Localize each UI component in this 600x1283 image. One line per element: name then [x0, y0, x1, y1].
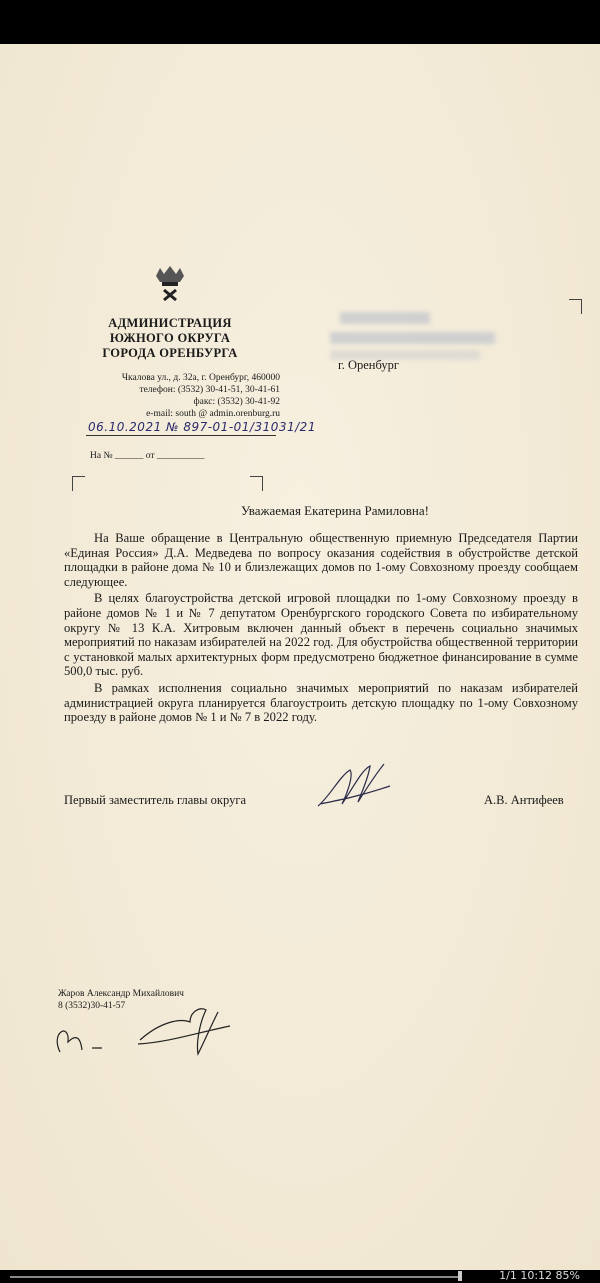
coat-of-arms-icon: [150, 262, 190, 302]
page-scroll-thumb[interactable]: [458, 1271, 462, 1281]
address-line: e-mail: south @ admin.orenburg.ru: [146, 409, 280, 419]
letter-body: [64, 531, 578, 727]
org-line: ГОРОДА ОРЕНБУРГА: [102, 346, 238, 360]
signature-image: [310, 756, 400, 816]
org-line: АДМИНИСТРАЦИЯ: [108, 316, 232, 330]
organization-name: [80, 316, 260, 361]
subject-corner-mark: [72, 476, 85, 491]
org-address: [60, 372, 280, 420]
outgoing-number-handwritten: 06.10.2021 № 897-01-01/31031/21: [88, 420, 316, 434]
status-text: 1/1 10:12 85%: [499, 1269, 580, 1282]
recipient-city: г. Оренбург: [338, 358, 399, 372]
executor-signature-image: [40, 992, 240, 1062]
redacted-recipient: [330, 332, 495, 344]
redacted-recipient: [340, 312, 430, 324]
subject-corner-mark: [250, 476, 263, 491]
body-paragraph: На Ваше обращение в Центральную общественную приемную Председателя Партии «Единая Россия» Д.А. Медведева по вопросу оказания содействия в обустройстве детской площадки в районе дома № 10 и близлежащих домов по 1-ому Совхозному проезду сообщаем следующее.: [64, 531, 578, 589]
viewer-status-bar: [0, 1270, 600, 1283]
body-paragraph: В целях благоустройства детской игровой площадки по 1-ому Совхозному проезду в районе домов № 1 и № 7 депутатом Оренбургского городского Совета по избирательному округу № 13 К.А. Хитровым включен данный объект в перечень социально значимых мероприятий по наказам избирателей на 2022 год. Для обустройства общественной территории с установкой малых архитектурных форм предусмотрено бюджетное финансирование в сумме 500,0 тыс. руб.: [64, 591, 578, 679]
executor-name: Жаров Александр Михайлович: [58, 989, 184, 999]
signatory-title: Первый заместитель главы округа: [64, 793, 247, 807]
address-line: Чкалова ул., д. 32а, г. Оренбург, 460000: [121, 373, 280, 383]
body-paragraph: В рамках исполнения социально значимых мероприятий по наказам избирателей администрацией округа планируется благоустроить детскую площадку по 1-ому Совхозному проезду в районе домов № 1 и № 7 в 2022 году.: [64, 680, 578, 725]
greeting: Уважаемая Екатерина Рамиловна!: [241, 503, 429, 518]
document-page: [0, 44, 600, 1270]
address-line: факс: (3532) 30-41-92: [193, 397, 280, 407]
outgoing-number-underline: [86, 435, 276, 436]
org-line: ЮЖНОГО ОКРУГА: [109, 331, 231, 345]
address-line: телефон: (3532) 30-41-51, 30-41-61: [139, 385, 280, 395]
signatory-name: А.В. Антифеев: [484, 793, 564, 807]
page-scroll-track[interactable]: [10, 1276, 462, 1278]
address-corner-mark: [569, 299, 582, 314]
reference-line: На № ______ от __________: [90, 451, 205, 461]
executor-phone: 8 (3532)30-41-57: [58, 1001, 126, 1011]
